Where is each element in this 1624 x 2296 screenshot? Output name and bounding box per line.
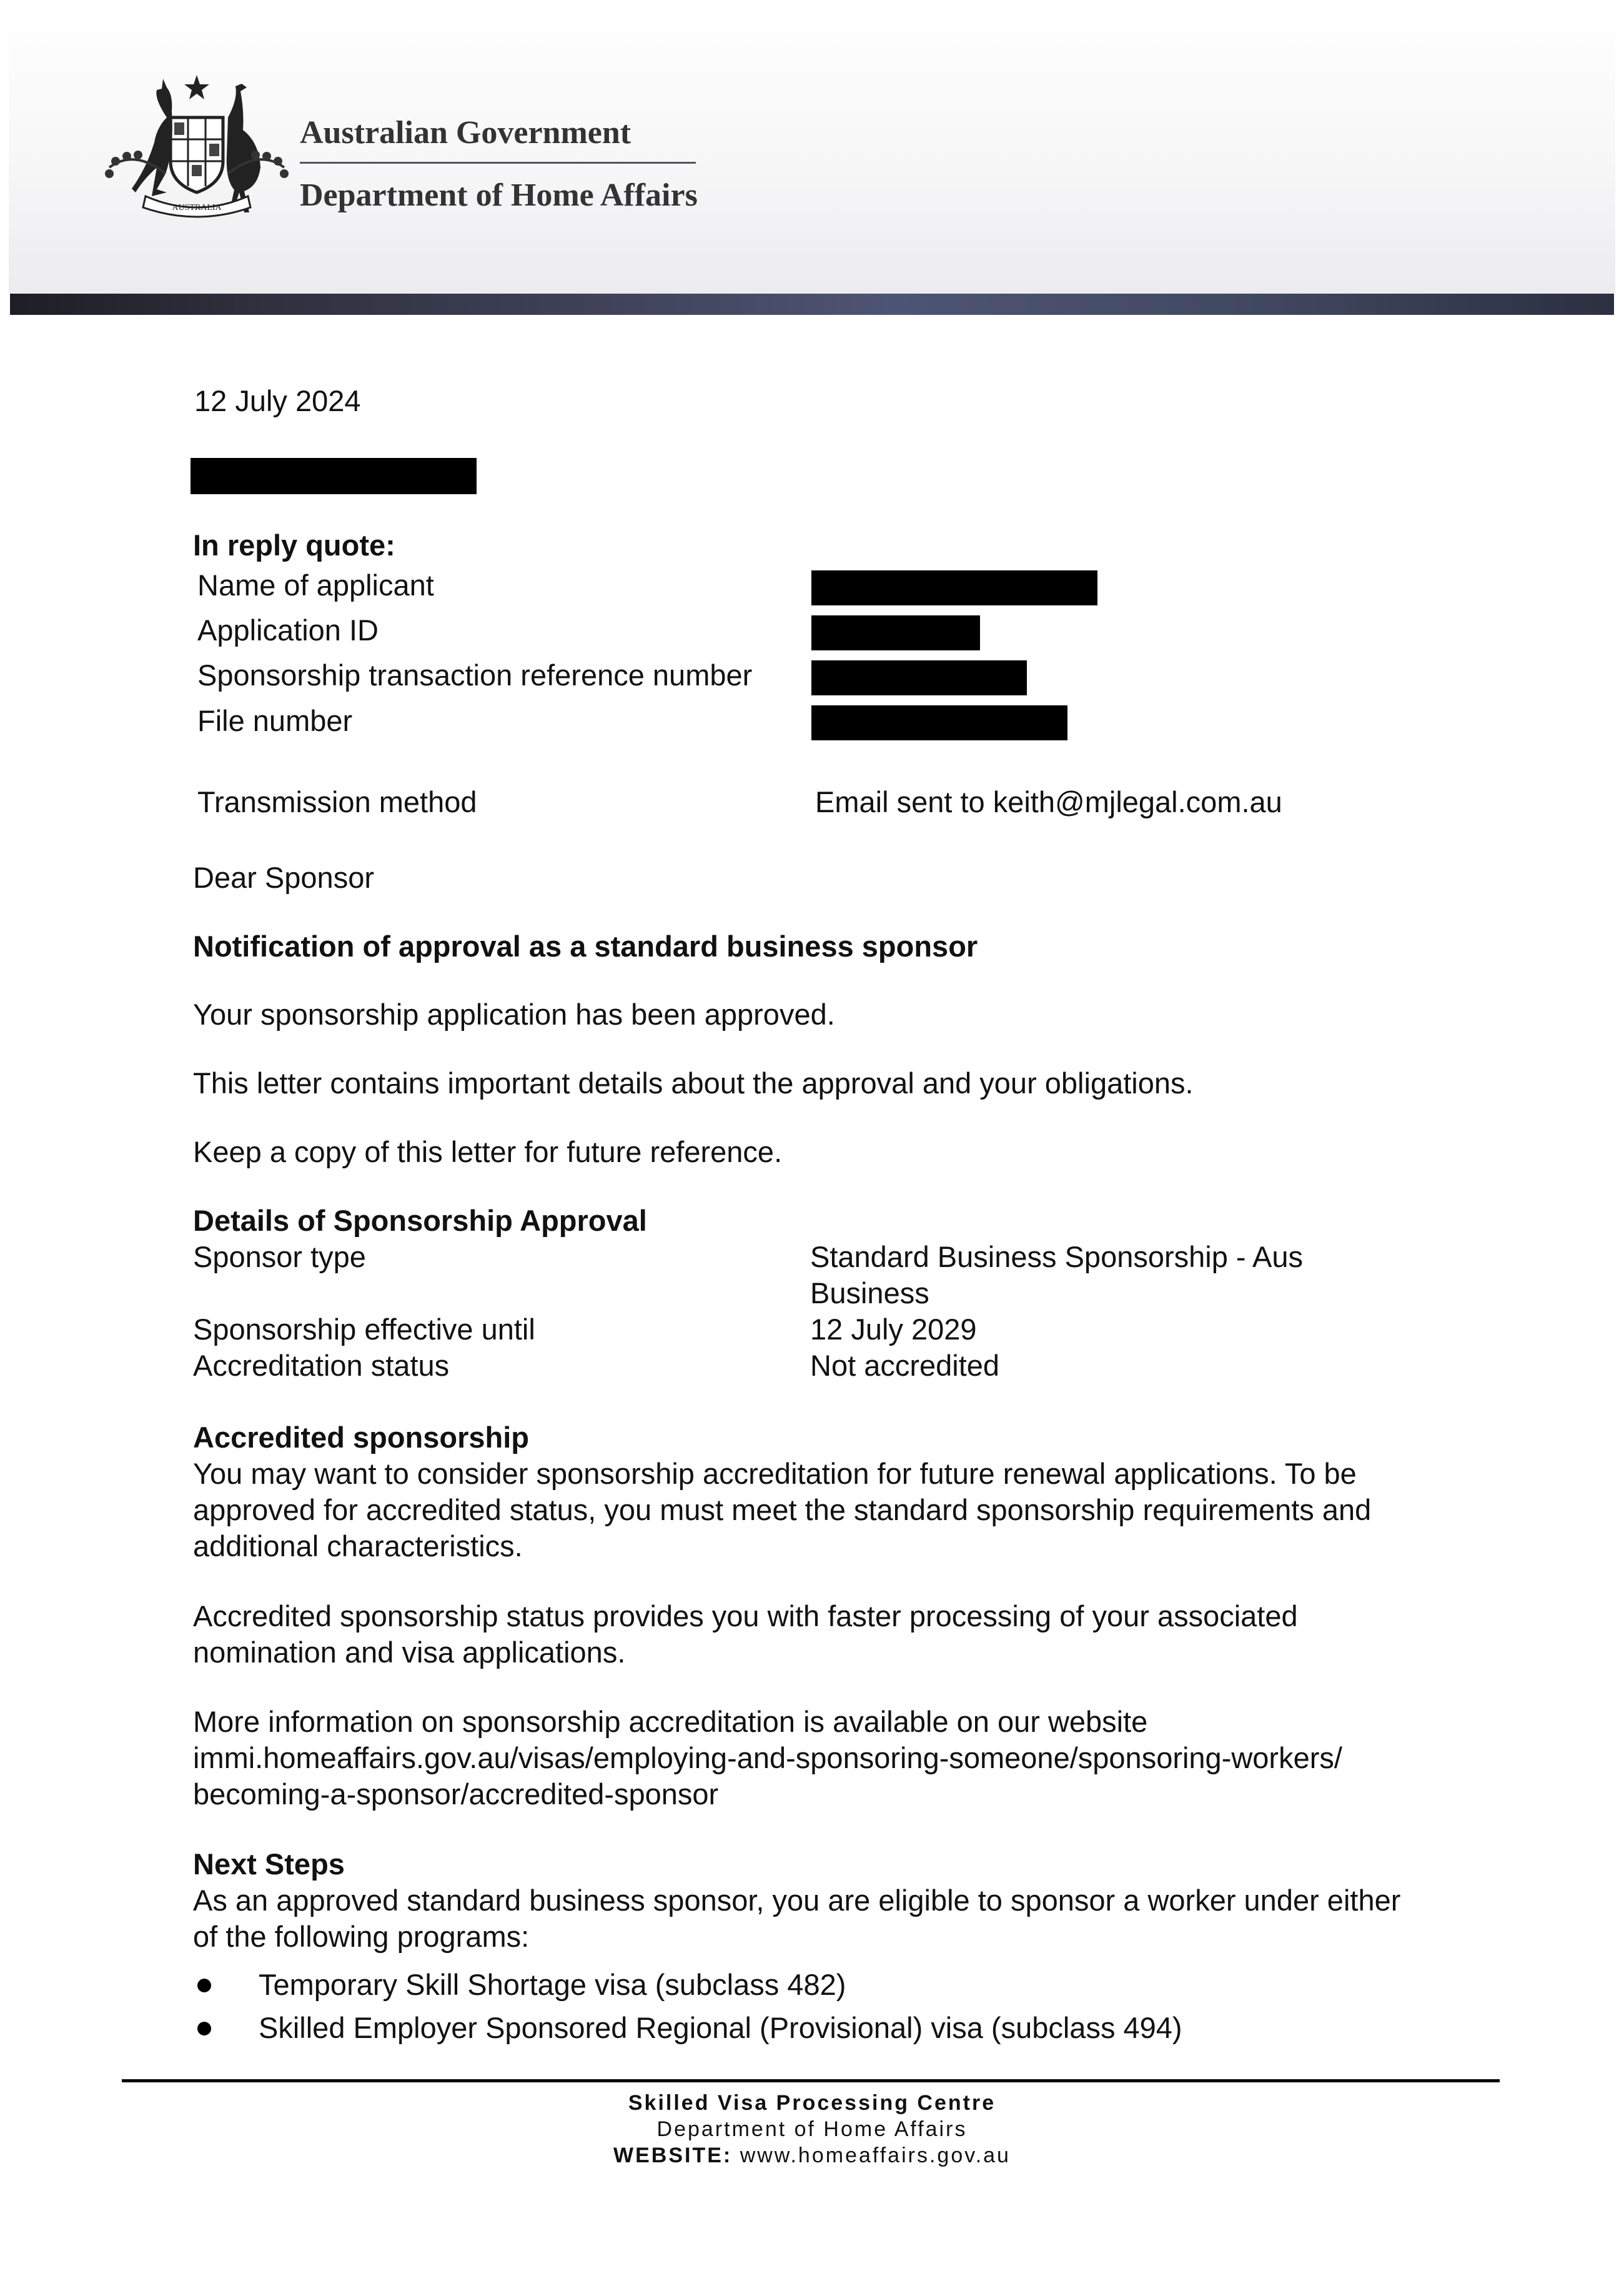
next-steps-line: of the following programs: — [193, 1920, 530, 1953]
accredited-paragraph-line: approved for accredited status, you must meet the standard sponsorship requirements and — [193, 1493, 1372, 1526]
accredited-paragraph-line: additional characteristics. — [193, 1529, 523, 1563]
accredited-paragraph-line: You may want to consider sponsorship accreditation for future renewal applications. To be — [193, 1457, 1357, 1490]
footer-website-label: WEBSITE: — [613, 2144, 733, 2167]
footer-centre-name: Skilled Visa Processing Centre — [628, 2091, 996, 2115]
next-steps-heading: Next Steps — [193, 1847, 345, 1881]
next-steps-line: As an approved standard business sponsor, you are eligible to sponsor a worker under either — [193, 1884, 1401, 1917]
reply-quote-heading: In reply quote: — [193, 529, 395, 562]
transmission-method-value: Email sent to keith@mjlegal.com.au — [815, 785, 1282, 818]
transmission-method-label: Transmission method — [197, 785, 477, 818]
accreditation-status-label: Accreditation status — [193, 1349, 450, 1382]
bullet-icon — [197, 1979, 211, 1992]
footer-department: Department of Home Affairs — [656, 2117, 968, 2141]
program-list-item: Skilled Employer Sponsored Regional (Provisional) visa (subclass 494) — [259, 2011, 1182, 2044]
department-name: Department of Home Affairs — [300, 177, 698, 213]
intro-line: Your sponsorship application has been approved. — [193, 998, 835, 1031]
accredited-paragraph-line: nomination and visa applications. — [193, 1636, 626, 1669]
letterhead-divider — [300, 162, 696, 164]
accredited-heading: Accredited sponsorship — [193, 1421, 529, 1454]
redacted-application-id — [811, 615, 980, 650]
sponsor-type-label: Sponsor type — [193, 1240, 366, 1273]
accredited-paragraph-line: More information on sponsorship accreditation is available on our website — [193, 1705, 1148, 1738]
footer-rule — [122, 2079, 1500, 2082]
reply-label-application-id: Application ID — [197, 614, 379, 647]
reply-label-file-number: File number — [197, 704, 353, 737]
footer-website-link[interactable]: www.homeaffairs.gov.au — [740, 2144, 1011, 2167]
redacted-file-number — [811, 705, 1067, 740]
accreditation-url-cont[interactable]: becoming-a-sponsor/accredited-sponsor — [193, 1777, 719, 1811]
redacted-addressee — [191, 458, 477, 494]
reply-label-applicant: Name of applicant — [197, 569, 434, 602]
effective-until-value: 12 July 2029 — [810, 1313, 977, 1346]
details-heading: Details of Sponsorship Approval — [193, 1204, 647, 1237]
intro-line: Keep a copy of this letter for future reference. — [193, 1135, 783, 1168]
redacted-applicant-name — [811, 570, 1097, 605]
bullet-icon — [197, 2022, 211, 2035]
svg-text:AUSTRALIA: AUSTRALIA — [172, 203, 222, 212]
coat-of-arms-icon — [97, 74, 297, 224]
intro-line: This letter contains important details about the approval and your obligations. — [193, 1066, 1194, 1100]
program-list-item: Temporary Skill Shortage visa (subclass 482) — [259, 1968, 846, 2001]
letter-date: 12 July 2024 — [194, 384, 361, 417]
sponsor-type-value-cont: Business — [810, 1276, 929, 1310]
footer-website — [0, 2142, 1624, 2169]
letter-subject: Notification of approval as a standard business sponsor — [193, 930, 978, 963]
sponsor-type-value: Standard Business Sponsorship - Aus — [810, 1240, 1304, 1273]
accreditation-status-value: Not accredited — [810, 1349, 1000, 1382]
accredited-paragraph-line: Accredited sponsorship status provides you with faster processing of your associated — [193, 1599, 1298, 1633]
salutation: Dear Sponsor — [193, 861, 374, 894]
letterhead-gradient-bar — [10, 294, 1614, 315]
accreditation-url[interactable]: immi.homeaffairs.gov.au/visas/employing-and-sponsoring-someone/sponsoring-workers/ — [193, 1741, 1342, 1774]
effective-until-label: Sponsorship effective until — [193, 1313, 535, 1346]
government-name: Australian Government — [300, 115, 631, 151]
reply-label-transaction-ref: Sponsorship transaction reference number — [197, 658, 753, 692]
redacted-transaction-ref — [811, 660, 1027, 695]
